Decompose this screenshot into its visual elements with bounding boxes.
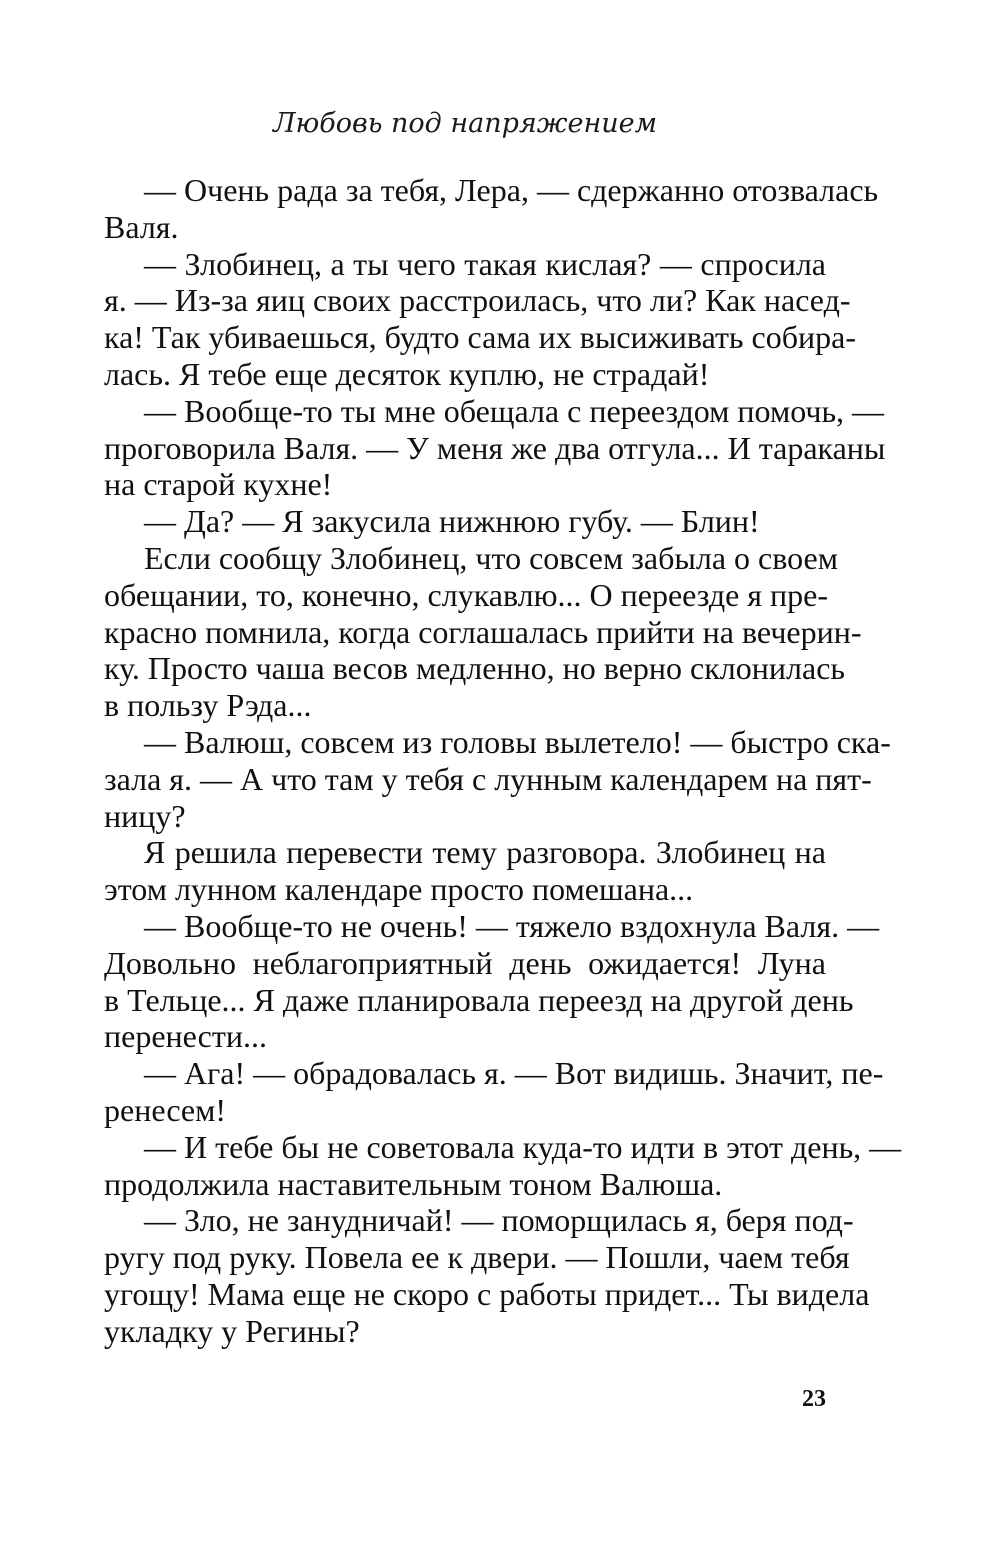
text-line: ругу под руку. Повела ее к двери. — Пошли, чаем тебя [104,1239,850,1276]
text-line: — Зло, не занудничай! — поморщилась я, беря под- [144,1202,854,1239]
text-line: Если сообщу Злобинец, что совсем забыла о своем [144,539,838,576]
text-line: укладку у Регины? [104,1312,360,1349]
text-line: — Валюш, совсем из головы вылетело! — быстро ска- [144,723,891,760]
text-line: ренесем! [104,1091,227,1128]
text-line: лась. Я тебе еще десяток куплю, не страдай! [104,355,710,392]
text-line: — И тебе бы не советовала куда-то идти в этот день, — [144,1128,902,1165]
text-line: перенести... [104,1018,267,1055]
text-line: Довольно неблагоприятный день ожидается! Луна [104,944,826,981]
text-line: — Злобинец, а ты чего такая кислая? — спросила [144,245,826,282]
text-line: красно помнила, когда соглашалась прийти на вечерин- [104,613,862,650]
text-line: обещании, то, конечно, слукавлю... О переезде я пре- [104,576,828,613]
text-line: в пользу Рэда... [104,687,312,724]
text-line: в Тельце... Я даже планировала переезд на другой день [104,981,854,1018]
text-line: проговорила Валя. — У меня же два отгула... И тараканы [104,429,886,466]
body-text [104,172,902,1350]
text-line: продолжила наставительным тоном Валюша. [104,1165,723,1202]
text-line: ка! Так убиваешься, будто сама их высиживать собира- [104,319,856,356]
text-line: — Вообще-то ты мне обещала с переездом помочь, — [144,392,885,429]
text-line: на старой кухне! [104,466,333,503]
text-line: угощу! Мама еще не скоро с работы придет... Ты видела [104,1275,870,1312]
page-number: 23 [802,1386,826,1412]
text-line: ку. Просто чаша весов медленно, но верно склонилась [104,650,845,687]
running-head-title: Любовь под напряжением [272,108,657,139]
text-line: я. — Из-за яиц своих расстроилась, что ли? Как насед- [104,282,851,319]
text-line: этом лунном календаре просто помешана... [104,871,694,908]
text-line: — Вообще-то не очень! — тяжело вздохнула Валя. — [144,907,880,944]
text-line: зала я. — А что там у тебя с лунным календарем на пят- [104,760,872,797]
text-line: — Ага! — обрадовалась я. — Вот видишь. Значит, пе- [144,1055,884,1092]
text-line: ницу? [104,797,186,834]
text-line: — Очень рада за тебя, Лера, — сдержанно отозвалась [144,172,879,208]
text-line: Валя. [104,208,179,245]
text-line: Я решила перевести тему разговора. Злобинец на [144,834,826,871]
text-line: — Да? — Я закусила нижнюю губу. — Блин! [144,503,760,540]
